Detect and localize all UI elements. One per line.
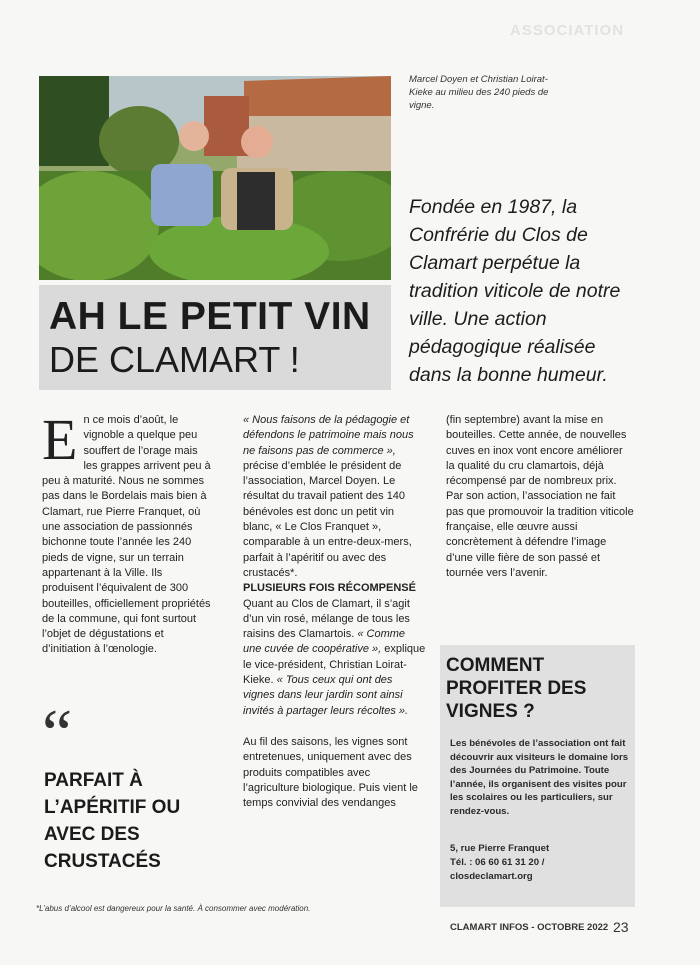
headline-line1: AH LE PETIT VIN	[49, 295, 371, 338]
column1-text: n ce mois d’août, le vignoble a quelque peu souffert de l’orage mais les grappes arrivent peu à peu à maturité. Nous ne sommes pas dans le Bordelais mais bien à Clamart, rue Pierre Franquet, où une association de passionnés bichonne toute l’année les 240 pieds de vigne, sur un terrain appartenant à la Ville. Ils produisent l’équivalent de 300 bouteilles, officiellement propriétés de la commune, qui font surtout l’objet de dégustations et d’initiation à l’œnologie.	[42, 414, 211, 656]
footnote: *L’abus d’alcool est dangereux pour la santé. À consommer avec modération.	[36, 904, 311, 913]
quote-cooperative: « Comme une cuvée de coopérative »,	[243, 628, 406, 656]
column3-text-2: Par son action, l’association ne fait pas que promouvoir la tradition viticole française, elle œuvre aussi concrètement à défendre l’image d’une ville fière de son passé et tournée vers l’avenir.	[446, 490, 634, 579]
headline-line2: DE CLAMART !	[49, 339, 300, 380]
section-label: ASSOCIATION	[510, 22, 625, 39]
info-box-contact	[450, 842, 630, 884]
column3-text-1: (fin septembre) avant la mise en bouteilles. Cette année, de nouvelles cuves en inox vont encore améliorer la qualité du cru clamartois, déjà récompensé par de nombreux prix.	[446, 414, 627, 488]
info-box-title: COMMENT PROFITER DES VIGNES ?	[446, 655, 587, 722]
info-box-text: Les bénévoles de l’association ont fait découvrir aux visiteurs le domaine lors des Journées du Patrimoine. Toute l’année, ils organisent des visites pour les scolaires ou les particuliers, sur rendez-vous.	[450, 738, 629, 817]
address: 5, rue Pierre Franquet	[450, 843, 550, 854]
drop-cap: E	[42, 407, 78, 472]
page-footer: CLAMART INFOS - OCTOBRE 2022	[450, 922, 609, 933]
vineyard-photo	[39, 76, 391, 280]
article-column-2	[243, 413, 426, 811]
info-box	[440, 645, 635, 907]
pull-quote: PARFAIT À L’APÉRITIF OU AVEC DES CRUSTACÉS	[44, 770, 181, 872]
column2-text-4: Au fil des saisons, les vignes sont entretenues, uniquement avec des produits compatibles avec l’agriculture biologique. Puis vient le temps convivial des vendanges	[243, 735, 418, 810]
lead-paragraph: Fondée en 1987, la Confrérie du Clos de Clamart perpétue la tradition viticole de notre ville. Une action pédagogique réalisée dans la bonne humeur.	[409, 196, 621, 386]
column2-text-3: explique le vice-président, Christian Loirat-Kieke.	[243, 643, 426, 687]
quote-mark-icon: “	[42, 695, 73, 771]
column2-text-1: précise d’emblée le président de l’association, Marcel Doyen. Le résultat du travail patient des 140 bénévoles est donc un petit vin blanc, « Le Clos Franquet », comparable à un entre-deux-mers, parfait à l’apéritif ou avec des crustacés*.	[243, 459, 412, 579]
website-link[interactable]: closdeclamart.org	[450, 871, 533, 882]
page-number: 23	[613, 919, 629, 935]
quote-vice-president: « Tous ceux qui ont des vignes dans leur jardin sont ainsi invités à partager leurs récoltes ».	[243, 674, 409, 717]
column2-text-2: Quant au Clos de Clamart, il s’agit d’un vin rosé, mélange de tous les raisins des Clamartois.	[243, 597, 410, 641]
article-column-3	[446, 413, 634, 581]
photo-caption: Marcel Doyen et Christian Loirat-Kieke au milieu des 240 pieds de vigne.	[409, 74, 549, 111]
subheading: PLUSIEURS FOIS RÉCOMPENSÉ	[243, 582, 416, 595]
phone-number: Tél. : 06 60 61 31 20 /	[450, 857, 545, 868]
title-banner	[39, 285, 391, 390]
quote-president: « Nous faisons de la pédagogie et défendons le patrimoine mais nous ne faisons pas de commerce »,	[243, 414, 414, 457]
article-column-1	[42, 407, 212, 658]
